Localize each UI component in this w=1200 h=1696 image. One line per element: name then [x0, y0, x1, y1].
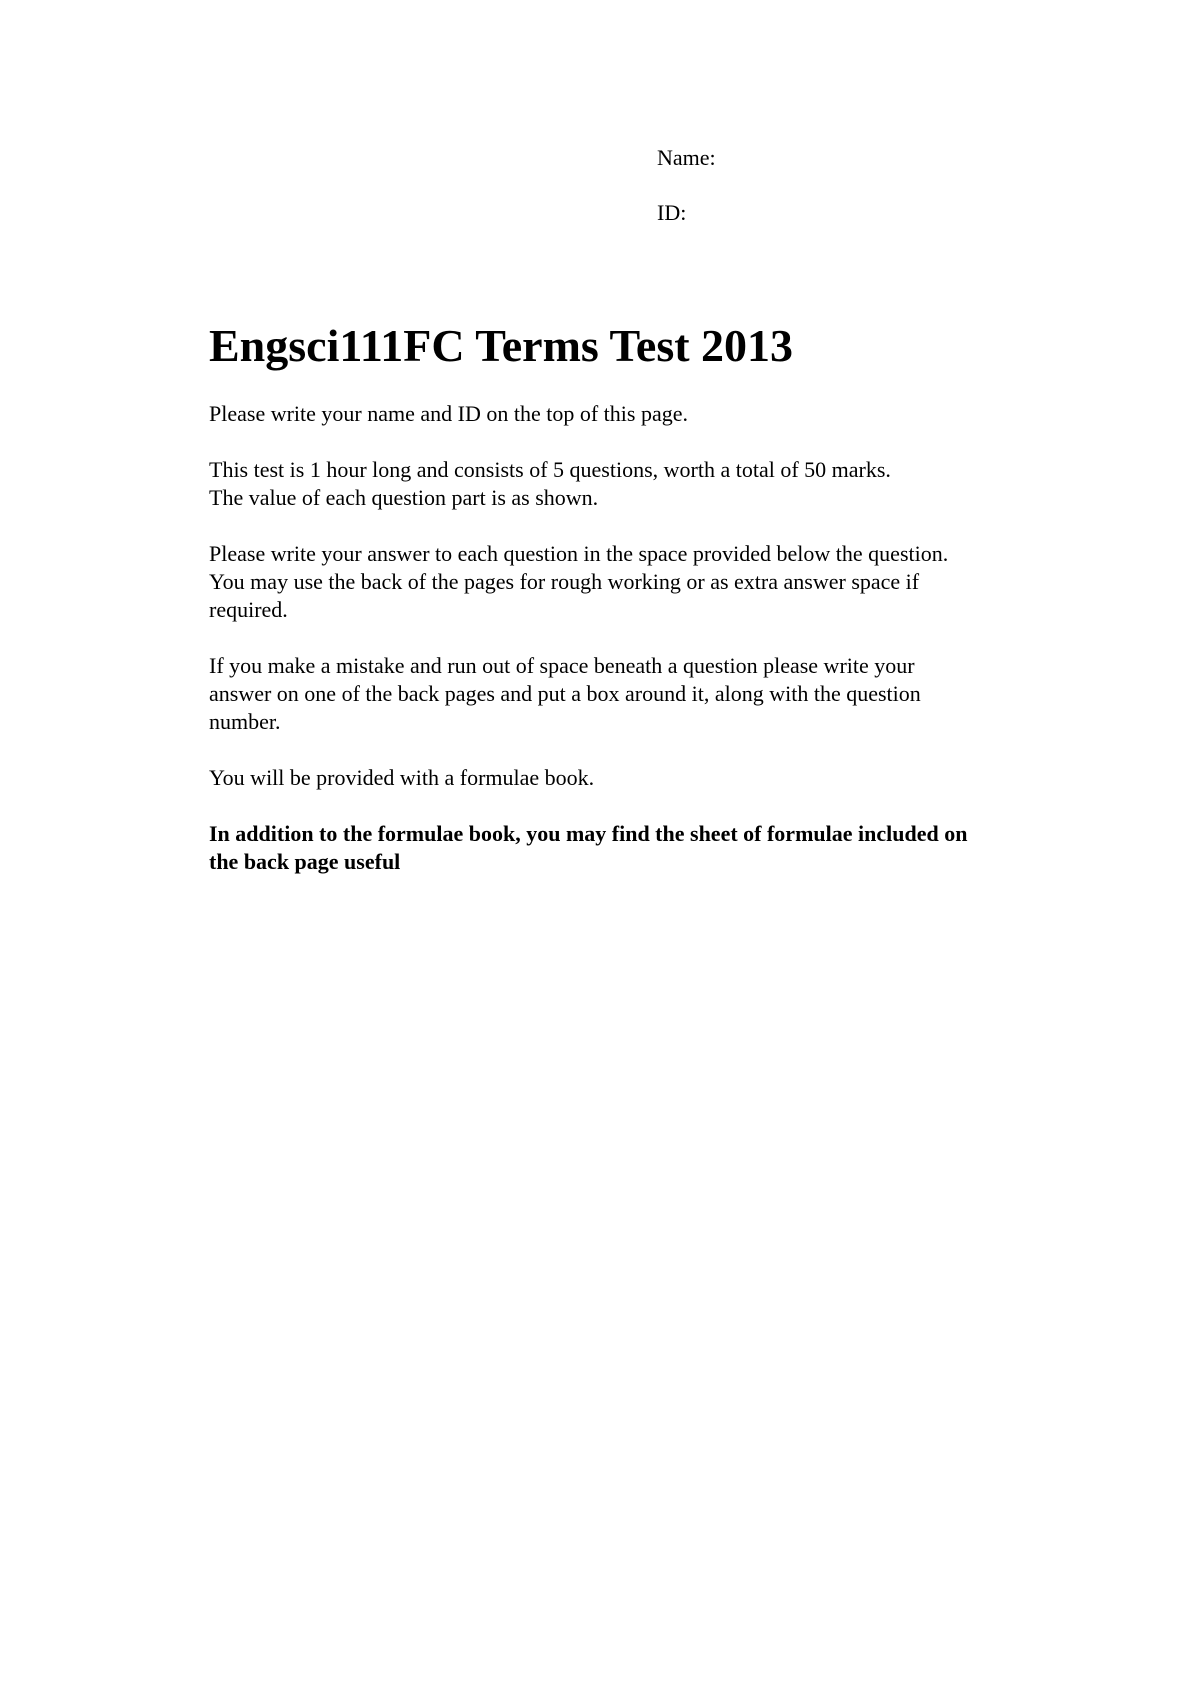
page-title: Engsci111FC Terms Test 2013 [209, 320, 794, 371]
text-line: In addition to the formulae book, you may find the sheet of formulae included on [209, 821, 968, 846]
document-body [209, 318, 1089, 904]
student-fields [657, 144, 716, 227]
instruction-paragraph [209, 400, 1089, 428]
text-line: required. [209, 597, 288, 622]
text-line: The value of each question part is as shown. [209, 485, 599, 510]
name-field-label: Name: [657, 145, 716, 170]
text-line: Please write your answer to each question in the space provided below the question. [209, 541, 949, 566]
instruction-paragraph [209, 764, 1089, 792]
instruction-paragraph [209, 540, 1089, 624]
text-line: You may use the back of the pages for rough working or as extra answer space if [209, 569, 920, 594]
text-line: the back page useful [209, 849, 401, 874]
text-line: This test is 1 hour long and consists of 5 questions, worth a total of 50 marks. [209, 457, 891, 482]
text-line: You will be provided with a formulae book. [209, 765, 595, 790]
text-line: number. [209, 709, 281, 734]
text-line: If you make a mistake and run out of space beneath a question please write your [209, 653, 915, 678]
instruction-paragraph [209, 456, 1089, 512]
instruction-paragraph [209, 652, 1089, 736]
text-line: Please write your name and ID on the top of this page. [209, 401, 688, 426]
formulae-note [209, 820, 1089, 876]
id-field-label: ID: [657, 200, 687, 225]
text-line: answer on one of the back pages and put a box around it, along with the question [209, 681, 921, 706]
